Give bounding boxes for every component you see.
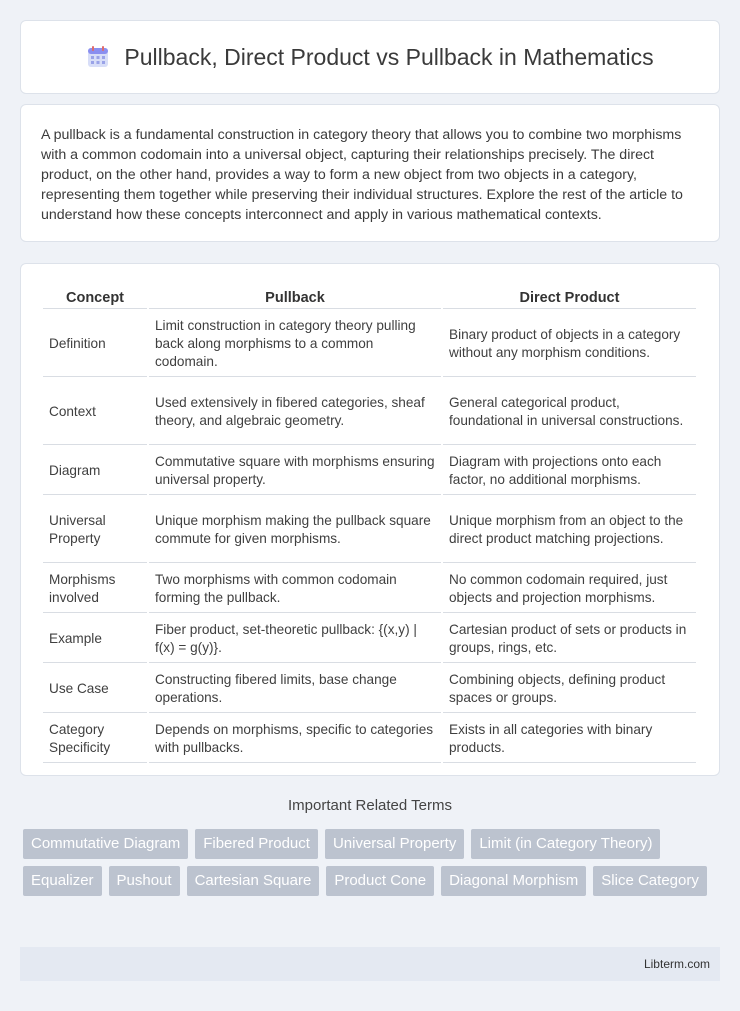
related-term-tag[interactable]: Diagonal Morphism (441, 866, 586, 896)
comparison-card (20, 263, 720, 776)
related-terms-list (23, 829, 723, 903)
cell-pullback: Fiber product, set-theoretic pullback: {(x,y) | f(x) = g(y)}. (149, 615, 441, 663)
cell-direct-product: General categorical product, foundational in universal constructions. (443, 379, 696, 445)
header-pullback: Pullback (149, 286, 441, 309)
header-direct-product: Direct Product (443, 286, 696, 309)
cell-direct-product: Unique morphism from an object to the direct product matching projections. (443, 497, 696, 563)
table-row (43, 615, 696, 663)
table-row (43, 565, 696, 613)
table-row (43, 311, 696, 377)
cell-pullback: Used extensively in fibered categories, sheaf theory, and algebraic geometry. (149, 379, 441, 445)
cell-concept: Morphisms involved (43, 565, 147, 613)
cell-direct-product: Binary product of objects in a category without any morphism conditions. (443, 311, 696, 377)
related-term-tag[interactable]: Equalizer (23, 866, 102, 896)
related-term-tag[interactable]: Universal Property (325, 829, 464, 859)
intro-text: A pullback is a fundamental construction in category theory that allows you to combine two morphisms with a common codomain into a universal object, capturing their relationships precisely. The direct product, on the other hand, provides a way to form a new object from two objects in a category, representing them together while preserving their individual structures. Explore the rest of the article to understand how these concepts interconnect and apply in various mathematical contexts. (41, 127, 683, 223)
cell-pullback: Two morphisms with common codomain forming the pullback. (149, 565, 441, 613)
cell-concept: Universal Property (43, 497, 147, 563)
footer-site-link[interactable]: Libterm.com (643, 957, 710, 971)
cell-concept: Context (43, 379, 147, 445)
related-term-tag[interactable]: Product Cone (326, 866, 434, 896)
related-term-tag[interactable]: Pushout (109, 866, 180, 896)
cell-direct-product: Combining objects, defining product spaces or groups. (443, 665, 696, 713)
table-row (43, 715, 696, 763)
footer (20, 947, 720, 981)
cell-direct-product: Cartesian product of sets or products in groups, rings, etc. (443, 615, 696, 663)
header-card (20, 20, 720, 94)
cell-pullback: Constructing fibered limits, base change operations. (149, 665, 441, 713)
page-title: Pullback, Direct Product vs Pullback in Mathematics (124, 43, 654, 70)
related-terms-title: Important Related Terms (288, 797, 452, 814)
cell-concept: Example (43, 615, 147, 663)
related-term-tag[interactable]: Slice Category (593, 866, 707, 896)
cell-pullback: Depends on morphisms, specific to categories with pullbacks. (149, 715, 441, 763)
table-row (43, 497, 696, 563)
cell-pullback: Commutative square with morphisms ensuring universal property. (149, 447, 441, 495)
related-term-tag[interactable]: Cartesian Square (187, 866, 320, 896)
cell-pullback: Limit construction in category theory pulling back along morphisms to a common codomain. (149, 311, 441, 377)
cell-concept: Diagram (43, 447, 147, 495)
cell-direct-product: Exists in all categories with binary products. (443, 715, 696, 763)
comparison-table (41, 284, 698, 765)
table-row (43, 447, 696, 495)
calendar-icon (86, 45, 110, 69)
header-concept: Concept (43, 286, 147, 309)
cell-pullback: Unique morphism making the pullback square commute for given morphisms. (149, 497, 441, 563)
table-header-row (43, 286, 696, 309)
cell-concept: Category Specificity (43, 715, 147, 763)
related-term-tag[interactable]: Commutative Diagram (23, 829, 188, 859)
cell-direct-product: No common codomain required, just objects and projection morphisms. (443, 565, 696, 613)
table-row (43, 379, 696, 445)
table-row (43, 665, 696, 713)
cell-concept: Definition (43, 311, 147, 377)
intro-card (20, 104, 720, 242)
related-term-tag[interactable]: Limit (in Category Theory) (471, 829, 660, 859)
related-term-tag[interactable]: Fibered Product (195, 829, 318, 859)
cell-direct-product: Diagram with projections onto each factor, no additional morphisms. (443, 447, 696, 495)
cell-concept: Use Case (43, 665, 147, 713)
